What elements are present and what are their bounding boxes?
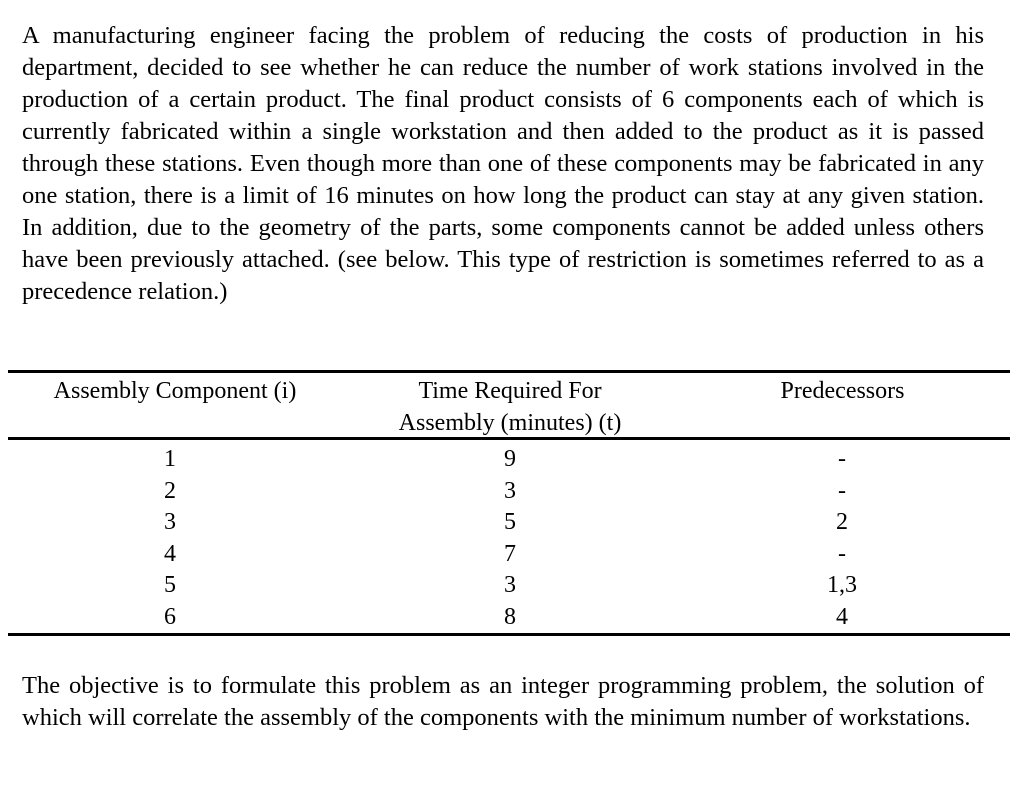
cell-time: 3 bbox=[504, 572, 516, 598]
cell-predecessors: - bbox=[838, 540, 846, 567]
cell-component: 3 bbox=[164, 509, 176, 535]
header-time-required bbox=[360, 375, 660, 439]
table-row bbox=[0, 444, 1024, 476]
header-time-line-2: Assembly (minutes) (t) bbox=[398, 410, 622, 436]
objective-paragraph: The objective is to formulate this problem as an integer programming problem, the solution of which will correlate the assembly of the components with the minimum number of workstations. bbox=[22, 672, 984, 731]
cell-component: 4 bbox=[164, 540, 176, 567]
cell-component: 5 bbox=[164, 572, 176, 598]
table-bottom-rule bbox=[8, 633, 1010, 636]
cell-predecessors: 2 bbox=[836, 509, 848, 535]
cell-predecessors: 4 bbox=[836, 603, 848, 630]
cell-predecessors: - bbox=[838, 477, 846, 504]
cell-time: 9 bbox=[504, 446, 516, 472]
table-top-rule bbox=[8, 370, 1010, 373]
cell-predecessors: 1,3 bbox=[827, 572, 857, 598]
header-predecessors: Predecessors bbox=[780, 378, 905, 404]
intro-paragraph: A manufacturing engineer facing the problem of reducing the costs of production in his department, decided to see whether he can reduce the number of work stations involved in the production of a certain product. The final product consists of 6 components each of which is currently fabricated within a single workstation and then added to the product as it is passed through these stations. Even though more than one of these components may be fabricated in any one station, there is a limit of 16 minutes on how long the product can stay at any given station. In addition, due to the geometry of the parts, some components cannot be added unless others have been previously attached. (see below. This type of restriction is sometimes referred to as a precedence relation.) bbox=[22, 22, 984, 305]
header-time-line-1: Time Required For bbox=[418, 378, 602, 404]
header-assembly-component: Assembly Component (i) bbox=[53, 378, 297, 404]
table-header-rule bbox=[8, 437, 1010, 440]
cell-component: 1 bbox=[164, 446, 176, 472]
cell-time: 7 bbox=[504, 540, 516, 567]
cell-predecessors: - bbox=[838, 446, 846, 472]
table-row bbox=[0, 602, 1024, 634]
table-row bbox=[0, 476, 1024, 508]
cell-component: 6 bbox=[164, 603, 176, 630]
cell-component: 2 bbox=[164, 477, 176, 504]
cell-time: 5 bbox=[504, 509, 516, 535]
cell-time: 3 bbox=[504, 477, 516, 504]
table-row bbox=[0, 570, 1024, 602]
table-row bbox=[0, 539, 1024, 571]
table-body bbox=[0, 444, 1024, 633]
cell-time: 8 bbox=[504, 603, 516, 630]
table-row bbox=[0, 507, 1024, 539]
